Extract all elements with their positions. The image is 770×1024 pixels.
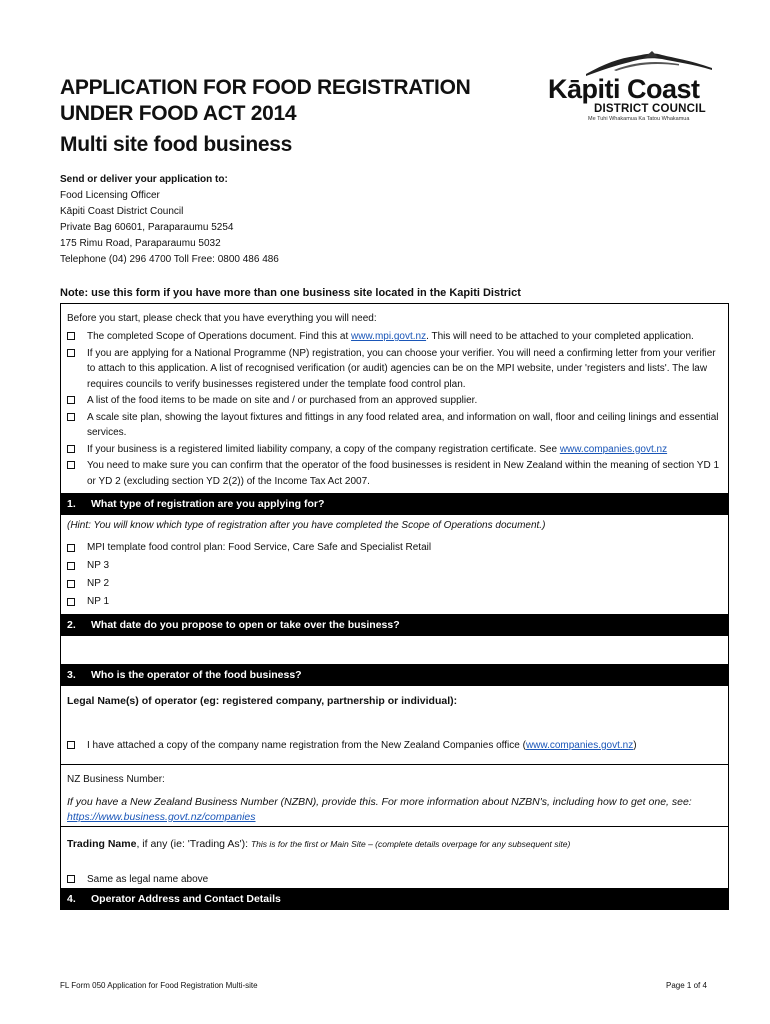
companies-office-link[interactable]: www.companies.govt.nz <box>525 740 634 751</box>
nzbn-label: NZ Business Number: <box>67 774 165 785</box>
address-line: 175 Rimu Road, Paraparaumu 5032 <box>60 238 221 249</box>
form-subtitle: Multi site food business <box>60 133 292 156</box>
registration-option: MPI template food control plan: Food Service, Care Safe and Specialist Retail <box>67 539 722 557</box>
company-registration-check: I have attached a copy of the company name registration from the New Zealand Companies office (www.companies.govt.nz) <box>67 738 722 754</box>
checkbox[interactable] <box>67 544 75 552</box>
usage-note: Note: use this form if you have more than one business site located in the Kapiti District <box>60 287 521 299</box>
form-title <box>60 75 540 127</box>
checkbox[interactable] <box>67 396 75 404</box>
checkbox[interactable] <box>67 461 75 469</box>
delivery-address <box>60 172 279 268</box>
checklist-item: A scale site plan, showing the layout fixtures and fittings in any food related area, and information on wall, floor and ceiling linings and essential services. <box>67 410 722 441</box>
section-3-header: 3. Who is the operator of the food business? <box>61 665 728 686</box>
registration-option: NP 2 <box>67 575 722 593</box>
title-line-2: UNDER FOOD ACT 2014 <box>60 102 297 125</box>
address-heading: Send or deliver your application to: <box>60 174 228 185</box>
checkbox[interactable] <box>67 332 75 340</box>
checkbox[interactable] <box>67 413 75 421</box>
address-line: Telephone (04) 296 4700 Toll Free: 0800 486 486 <box>60 254 279 265</box>
business-govt-link[interactable]: https://www.business.govt.nz/companies <box>67 811 256 823</box>
address-line: Food Licensing Officer <box>60 190 160 201</box>
checkbox[interactable] <box>67 580 75 588</box>
section-4-header: 4. Operator Address and Contact Details <box>61 889 728 909</box>
trading-name-label: Trading Name, if any (ie: 'Trading As'): This is for the first or Main Site – (complete details overpage for any subsequent site) <box>67 838 571 850</box>
registration-hint: (Hint: You will know which type of registration after you have completed the Scope of Operations document.) <box>67 520 546 531</box>
checkbox[interactable] <box>67 562 75 570</box>
checklist-intro: Before you start, please check that you have everything you will need: <box>67 313 377 324</box>
address-line: Private Bag 60601, Paraparaumu 5254 <box>60 222 234 233</box>
footer-page-number: Page 1 of 4 <box>666 981 707 990</box>
footer-form-id: FL Form 050 Application for Food Registration Multi-site <box>60 981 258 990</box>
logo-name: Kāpiti Coast <box>548 74 700 104</box>
mpi-link[interactable]: www.mpi.govt.nz <box>351 331 427 342</box>
registration-options <box>67 533 722 614</box>
section-1-body <box>61 515 728 615</box>
logo-motto: Me Tuhi Whakamua Ka Tatou Whakamua <box>588 116 690 122</box>
application-form <box>60 303 729 910</box>
checklist-item: If your business is a registered limited liability company, a copy of the company registration certificate. See www.companies.govt.nz <box>67 442 722 458</box>
same-as-legal-check: Same as legal name above <box>67 872 208 888</box>
mountain-logo-icon <box>584 50 714 76</box>
legal-name-field[interactable] <box>61 686 728 765</box>
nzbn-field[interactable] <box>61 765 728 827</box>
checkbox[interactable] <box>67 741 75 749</box>
title-line-1: APPLICATION FOR FOOD REGISTRATION <box>60 76 471 99</box>
registration-option: NP 3 <box>67 557 722 575</box>
checklist-item: The completed Scope of Operations document. Find this at www.mpi.govt.nz. This will need to be attached to your completed application. <box>67 329 722 345</box>
council-logo <box>548 50 718 122</box>
logo-subtitle: DISTRICT COUNCIL <box>594 103 706 115</box>
companies-link[interactable]: www.companies.govt.nz <box>559 443 668 455</box>
section-2-header: 2. What date do you propose to open or take over the business? <box>61 615 728 636</box>
checkbox[interactable] <box>67 598 75 606</box>
checkbox[interactable] <box>67 875 75 883</box>
section-1-header: 1. What type of registration are you applying for? <box>61 494 728 515</box>
legal-name-label: Legal Name(s) of operator (eg: registered company, partnership or individual): <box>67 695 458 707</box>
address-line: Kāpiti Coast District Council <box>60 206 184 217</box>
pre-check-list <box>61 304 728 494</box>
checklist-item: If you are applying for a National Programme (NP) registration, you can choose your verifier. You will need a confirming letter from your verifier to attach to this application. A list of recognised verification (or audit) agencies can be on the MPI website, under 'registers and lists'. The law requires councils to verify businesses registered under the template food control plan. <box>67 346 722 393</box>
checklist-item: A list of the food items to be made on site and / or purchased from an approved supplier. <box>67 393 722 409</box>
registration-option: NP 1 <box>67 593 722 611</box>
checklist-item: You need to make sure you can confirm that the operator of the food businesses is resident in New Zealand within the meaning of section YD 1 or YD 2 (excluding section YD 2(2)) of the Income Tax Act 2007. <box>67 458 722 489</box>
trading-name-field[interactable] <box>61 827 728 889</box>
checkbox[interactable] <box>67 349 75 357</box>
checkbox[interactable] <box>67 445 75 453</box>
opening-date-field[interactable] <box>61 636 728 665</box>
nzbn-help: If you have a New Zealand Business Number (NZBN), provide this. For more information about NZBN's, including how to get one, see: https://www.business.govt.nz/companies <box>67 796 692 823</box>
